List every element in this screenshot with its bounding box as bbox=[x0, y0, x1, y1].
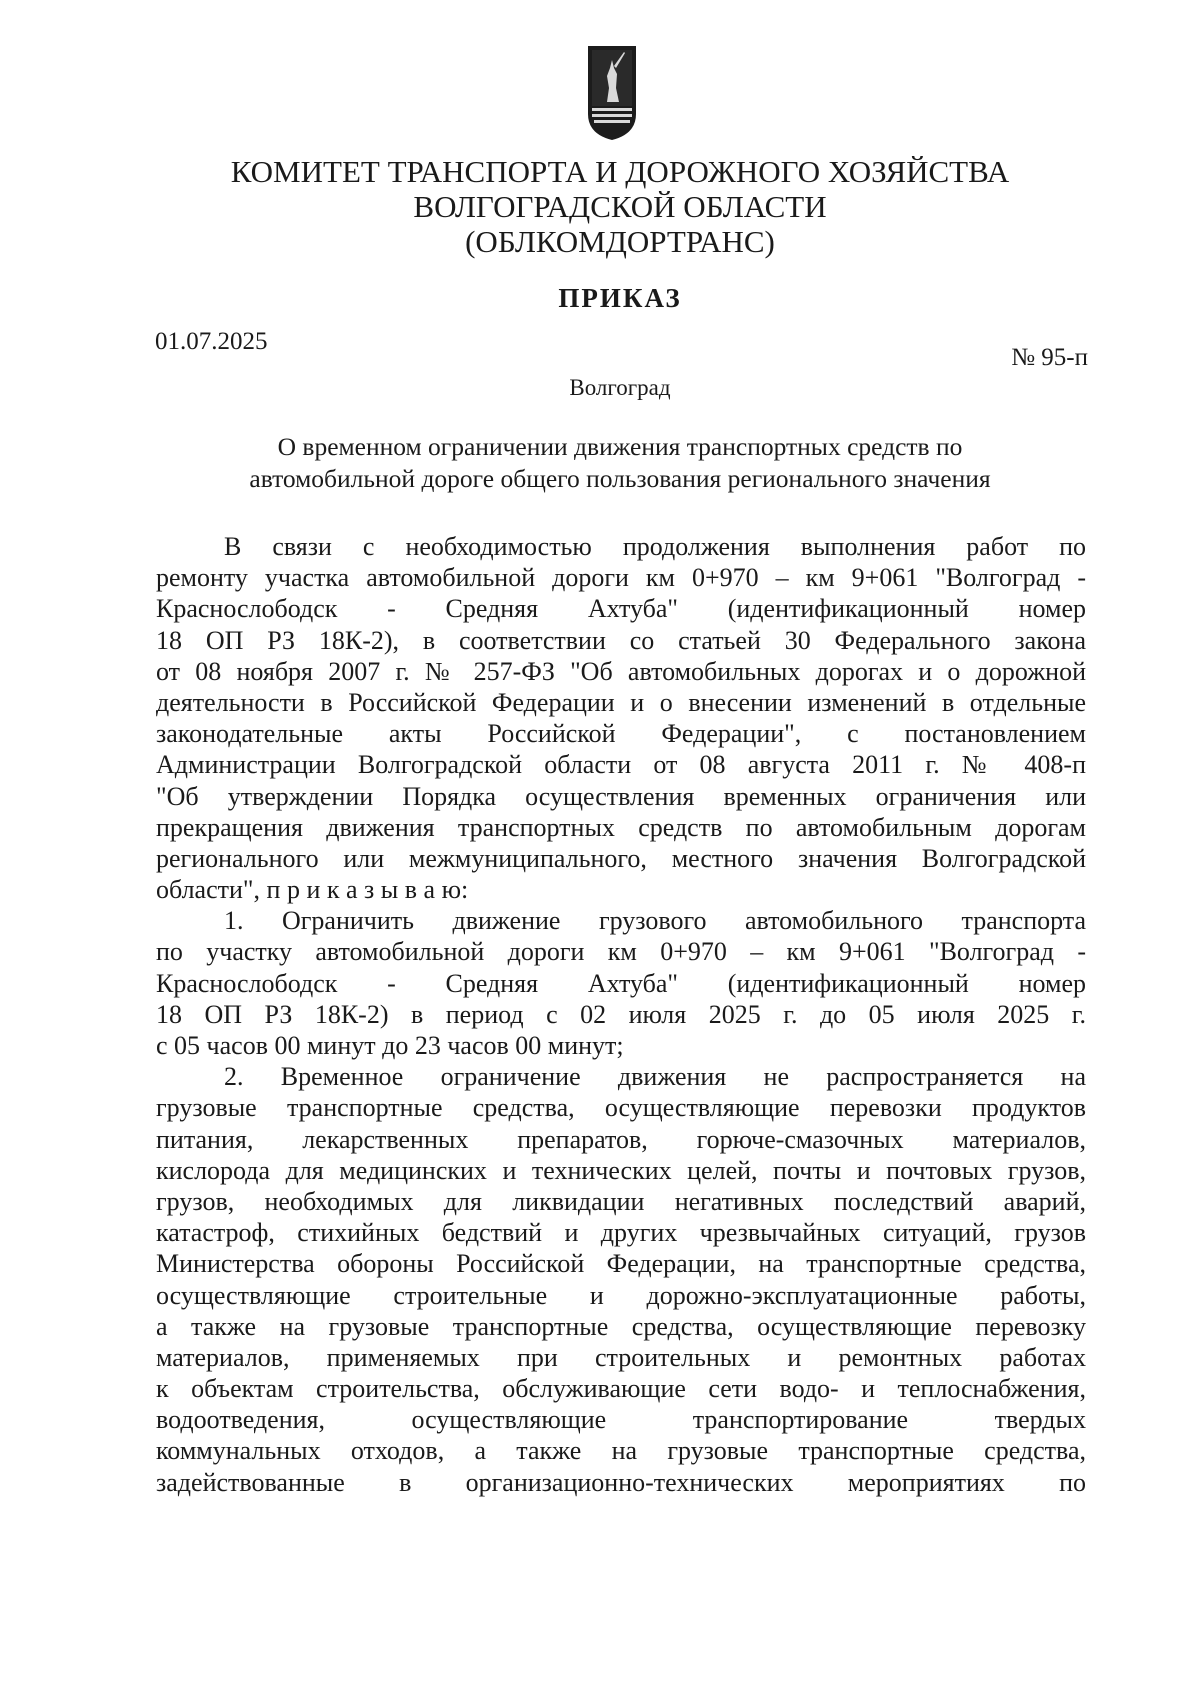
body-line: регионального или межмуниципального, местного значения Волгоградской bbox=[156, 843, 1086, 873]
order-body-text bbox=[156, 531, 1086, 1498]
organization-abbreviation: (ОБЛКОМДОРТРАНС) bbox=[465, 224, 775, 259]
subject-line-1: О временном ограничении движения транспортных средств по bbox=[277, 432, 963, 461]
clause-1-line: по участку автомобильной дороги км 0+970 – км 9+061 "Волгоград - bbox=[156, 937, 1086, 967]
document-city: Волгоград bbox=[569, 375, 671, 400]
clause-2-line: грузов, необходимых для ликвидации негативных последствий аварий, bbox=[156, 1186, 1086, 1216]
clause-2-line: к объектам строительства, обслуживающие сети водо- и теплоснабжения, bbox=[156, 1374, 1086, 1404]
clause-2-line: 2. Временное ограничение движения не распространяется на bbox=[224, 1062, 1086, 1092]
body-line: "Об утверждении Порядка осуществления временных ограничения или bbox=[156, 781, 1086, 811]
document-number: № 95-п bbox=[1011, 344, 1088, 371]
clause-1-line: Краснослободск - Средняя Ахтуба" (идентификационный номер bbox=[156, 968, 1086, 998]
clause-2-line: задействованные в организационно-технических мероприятиях по bbox=[156, 1467, 1086, 1497]
clause-2-line: питания, лекарственных препаратов, горюче-смазочных материалов, bbox=[156, 1124, 1086, 1154]
body-line: законодательные акты Российской Федерации", с постановлением bbox=[156, 719, 1086, 749]
clause-1-line: 18 ОП РЗ 18К-2) в период с 02 июля 2025 г. до 05 июля 2025 г. bbox=[156, 999, 1086, 1029]
subject-line-2: автомобильной дороге общего пользования регионального значения bbox=[249, 464, 991, 493]
body-line: Краснослободск - Средняя Ахтуба" (идентификационный номер bbox=[156, 594, 1086, 624]
body-line: Администрации Волгоградской области от 08 августа 2011 г. № 408-п bbox=[156, 750, 1086, 780]
body-line: 18 ОП РЗ 18К-2), в соответствии со статьей 30 Федерального закона bbox=[156, 625, 1086, 655]
clause-1-line: с 05 часов 00 минут до 23 часов 00 минут; bbox=[156, 1031, 624, 1060]
clause-2-line: грузовые транспортные средства, осуществляющие перевозки продуктов bbox=[156, 1093, 1086, 1123]
body-line: ремонту участка автомобильной дороги км 0+970 – км 9+061 "Волгоград - bbox=[156, 563, 1086, 593]
body-line: прекращения движения транспортных средств по автомобильным дорогам bbox=[156, 812, 1086, 842]
document-type-title: ПРИКАЗ bbox=[558, 283, 682, 313]
organization-name-line-1: КОМИТЕТ ТРАНСПОРТА И ДОРОЖНОГО ХОЗЯЙСТВА bbox=[230, 154, 1010, 189]
clause-1-line: 1. Ограничить движение грузового автомобильного транспорта bbox=[224, 906, 1086, 936]
clause-2-line: материалов, применяемых при строительных и ремонтных работах bbox=[156, 1342, 1086, 1372]
organization-name-line-2: ВОЛГОГРАДСКОЙ ОБЛАСТИ bbox=[413, 189, 827, 224]
clause-2-line: Министерства обороны Российской Федерации, на транспортные средства, bbox=[156, 1249, 1086, 1279]
clause-2-line: а также на грузовые транспортные средства, осуществляющие перевозку bbox=[156, 1311, 1086, 1341]
body-line: от 08 ноября 2007 г. № 257-ФЗ "Об автомобильных дорогах и о дорожной bbox=[156, 656, 1086, 686]
clause-2-line: осуществляющие строительные и дорожно-эксплуатационные работы, bbox=[156, 1280, 1086, 1310]
coat-of-arms-icon bbox=[586, 44, 638, 142]
body-line: деятельности в Российской Федерации и о внесении изменений в отдельные bbox=[156, 687, 1086, 717]
clause-2-line: коммунальных отходов, а также на грузовые транспортные средства, bbox=[156, 1436, 1086, 1466]
clause-2-line: катастроф, стихийных бедствий и других чрезвычайных ситуаций, грузов bbox=[156, 1218, 1086, 1248]
body-line: области", п р и к а з ы в а ю: bbox=[156, 875, 469, 905]
clause-2-line: водоотведения, осуществляющие транспортирование твердых bbox=[156, 1405, 1086, 1435]
clause-2-line: кислорода для медицинских и технических целей, почты и почтовых грузов, bbox=[156, 1155, 1086, 1185]
body-line: В связи с необходимостью продолжения выполнения работ по bbox=[224, 532, 1086, 561]
document-date: 01.07.2025 bbox=[155, 328, 268, 355]
